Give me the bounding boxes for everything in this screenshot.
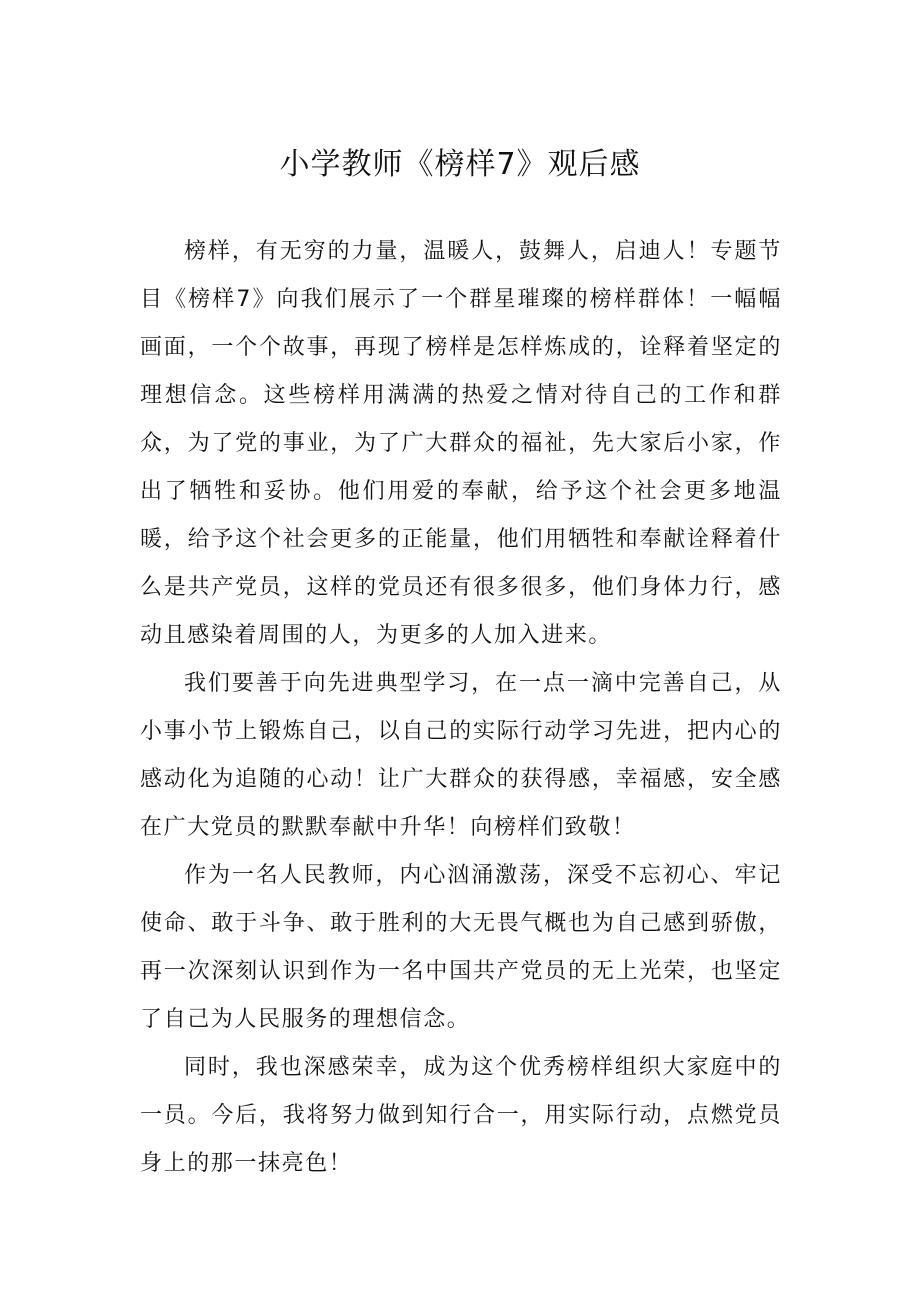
paragraph-1: 榜样，有无穷的力量，温暖人，鼓舞人，启迪人！专题节目《榜样7》向我们展示了一个群星璀璨的榜样群体！一幅幅画面，一个个故事，再现了榜样是怎样炼成的，诠释着坚定的理想信念。这些榜样用满满的热爱之情对待自己的工作和群众，为了党的事业，为了广大群众的福祉，先大家后小家，作出了牺牲和妥协。他们用爱的奉献，给予这个社会更多地温暖，给予这个社会更多的正能量，他们用牺牲和奉献诠释着什么是共产党员，这样的党员还有很多很多，他们身体力行，感动且感染着周围的人，为更多的人加入进来。 — [140, 239, 782, 648]
paragraph-3: 作为一名人民教师，内心汹涌激荡，深受不忘初心、牢记使命、敢于斗争、敢于胜利的大无畏气概也为自己感到骄傲，再一次深刻认识到作为一名中国共产党员的无上光荣，也坚定了自己为人民服务的理想信念。 — [140, 863, 782, 1032]
document-body — [140, 228, 782, 1188]
paragraph-4: 同时，我也深感荣幸，成为这个优秀榜样组织大家庭中的一员。今后，我将努力做到知行合一，用实际行动，点燃党员身上的那一抹亮色！ — [140, 1055, 782, 1176]
paragraph-2: 我们要善于向先进典型学习，在一点一滴中完善自己，从小事小节上锻炼自己，以自己的实际行动学习先进，把内心的感动化为追随的心动！让广大群众的获得感，幸福感，安全感在广大党员的默默奉献中升华！向榜样们致敬！ — [140, 671, 782, 840]
page-title: 小学教师《榜样7》观后感 — [279, 147, 641, 182]
